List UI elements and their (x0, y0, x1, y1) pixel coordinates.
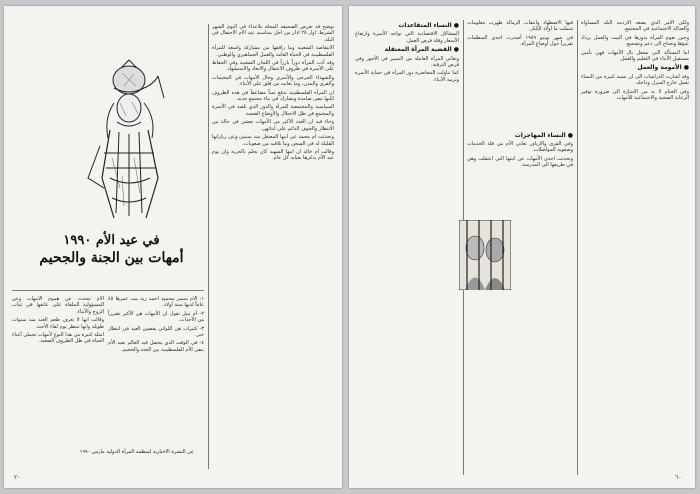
paragraph: ١- الأم سمير محمود احمد ربة بيت عمرها ٤٥ عاماً لديها ستة أولاد. (108, 296, 204, 309)
paragraph: ولكن الأمر الذي يضعه الاردنية البلد المساواة والعدالة الاجتماعية في المجتمع. (581, 20, 689, 33)
paragraph: امثلة كثيرة من هذا النوع لأمهات تحملن أعباء الحياة في ظل الظروف الصعبة. (12, 332, 104, 345)
headline-line-2: أمهات بين الجنة والجحيم (39, 250, 184, 266)
section-heading: ● النساء المتقاعدات (398, 22, 459, 29)
left-page (4, 6, 342, 488)
paragraph: وقالت أم خالد ان ابنها الشهيد كان يحلم بالحرية وان يوم عيد الأم يذكرها بغيابه كل عام. (212, 148, 334, 162)
headline-line-1: في عيد الأم ١٩٩٠ (63, 233, 160, 248)
paragraph: فيها الاضطهاد وانتقاب الزمالة ظهرت معلومات شملت ما اولاد الكبار. (467, 20, 573, 33)
article-headline (24, 232, 199, 267)
section-heading: ● القضية المرأة المعتقلة (384, 46, 459, 54)
section-heading: ● النساء المهاجرات (514, 131, 573, 139)
page-number-left: ٢٠ (14, 474, 21, 481)
paragraph: ٢- أم نبيل تقول ان الأمهات هن الأكثر تضرراً من الأحداث. (108, 310, 204, 324)
paragraph: وتحدثت احدى الأمهات عن ابنتها التي اعتقلت وهي في طريقها الى المدرسة. (467, 155, 573, 169)
paragraph: وقد أشارت الدراسات الى ان نسبة كبيرة من النساء تعمل خارج المنزل وداخله. (581, 73, 689, 87)
prison-photo (459, 220, 511, 290)
page-number-right: ٦٠ (675, 474, 682, 481)
section-heading: ● الأمومة والعمل (637, 64, 689, 72)
paragraph: وجاء فيه ان العدد الأكبر من الأمهات يعشن في حالة من الانتظار والخوف الدائم على أبنائهن. (212, 119, 334, 132)
paragraph: ان المرأة الفلسطينية تدفع ثمناً مضاعفاً في هذه الظروف لكنها تبقى صامدة وتشارك في بناء مجتمع جديد. (212, 89, 334, 103)
paragraph: في شهر يونيو ١٩٨٩ أصدرت احدى المنظمات تقريراً حول أوضاع المرأة. (467, 34, 573, 48)
source-note: عن النشرة الاخبارية لمنظمة المرأة الدولية مارس ١٩٩٠ (79, 449, 194, 455)
mother-illustration (74, 58, 184, 223)
right-page-column-3 (355, 20, 459, 475)
column-rule (208, 24, 209, 469)
section-rule (12, 290, 204, 291)
paragraph: وفي الختام لا بد من الاشارة الى ضرورة توفير الرعاية الصحية والاجتماعية للأمهات. (581, 88, 689, 102)
left-page-left-column (12, 296, 104, 446)
right-page-column-1 (581, 20, 689, 475)
paragraph: وقالت انها لا تعرف طعم العيد منذ سنوات طويلة وانها تنتظر يوم لقاء الأحبة. (12, 317, 104, 330)
paragraph: اما المسألة التي تشغل بال الأمهات فهي تأمين مستقبل الأبناء في التعليم والعمل. (581, 49, 689, 63)
left-page-mid-column (108, 296, 204, 446)
paragraph: وقد أدت المرأة دوراً بارزاً في اللجان الشعبية وفي الحفاظ على الأسرة في ظروف الاعتقال والابعاد والاستشهاد. (212, 60, 334, 73)
paragraph: ٣- كثيرات هن اللواتي يقضين العيد في انتظار خبر. (108, 325, 204, 339)
left-page-right-column (212, 24, 334, 474)
column-rule (577, 20, 578, 475)
paragraph: الانتفاضة الشعبية وما رافقها من مشاركة واسعة للمرأة الفلسطينية في الحياة العامة والعمل الجماهيري والوطني. (212, 45, 334, 58)
paragraph: وفي القرى والارياف تعاني الأم من قلة الخدمات وصعوبة المواصلات. (467, 141, 573, 154)
paragraph: وتحدثت أم محمد عن ابنها المعتقل منذ سنتين وعن زياراتها القليلة له في السجن وما تلاقيه من صعوبات. (212, 134, 334, 147)
paragraph: ٤- في الوقت الذي يحتفل فيه العالم بعيد الأم تبقى الأم الفلسطينية بين الجنة والجحيم. (108, 340, 204, 353)
right-page (349, 6, 695, 488)
paragraph: السياسية والمجتمعية للمرأة والدور الذي تلعبه في الأسرة والمجتمع في ظل الاحتلال والأوضاع الصعبة. (212, 104, 334, 117)
paragraph: وتعاني المرأة العاملة من التمييز في الأجور وفي فرص الترقية. (355, 55, 459, 69)
paragraph: كما تناولت المحاضرة دور المرأة في حماية الأسرة وتربية الأبناء. (355, 70, 459, 83)
paragraph: وحين تقوم المرأة بدورها في البيت والعمل يزداد عبؤها وتحتاج الى دعم وتشجيع. (581, 34, 689, 48)
paragraph: الأم تتحدث عن هموم الأمهات وعن المسؤولية الملقاة على عاتقها في غياب الزوج والأبناء. (12, 296, 104, 315)
paragraph: والشهداء الجرحى والأسرى وحال الأمهات في المخيمات والقرى والمدن، وما تعانيه من قلق على الأبناء. (212, 74, 334, 88)
paragraph: المشاكل الاقتصادية التي تواجه الأسرة وارتفاع الأسعار وقلة فرص العمل. (355, 31, 459, 44)
paragraph: نوضح قد تعرض الصحيفة المجلة بلاعداء في اليوم الشهر الشرط. اول ٢٥ اذار من اجل بمناسبة عيد الام الاحتفال في البلد. (212, 24, 334, 43)
